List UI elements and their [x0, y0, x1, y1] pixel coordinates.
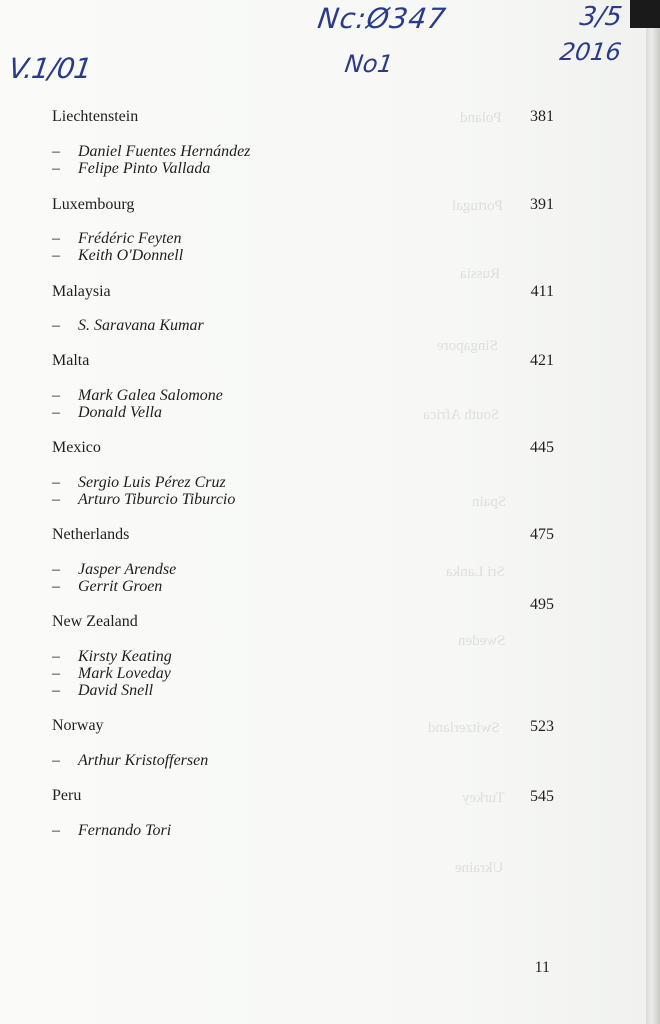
page-edge: [646, 0, 660, 1024]
handwritten-volume-number: No1: [343, 50, 395, 78]
page-footer-number: 11: [534, 959, 550, 976]
bleed-through-line: Russia: [460, 266, 501, 282]
country-heading: Norway: [52, 717, 104, 734]
contributor-name: – S. Saravana Kumar: [52, 317, 204, 334]
page-number: 391: [530, 196, 554, 213]
country-heading: Mexico: [52, 439, 101, 456]
page-number: 381: [530, 108, 554, 125]
bleed-through-line: Switzerland: [428, 720, 500, 736]
country-heading: Malaysia: [52, 283, 111, 300]
contributor-name: – Frédéric Feyten: [52, 230, 182, 247]
bleed-through-line: Sweden: [458, 633, 506, 649]
contributor-name: – Mark Loveday: [52, 665, 171, 682]
page-number: 523: [530, 718, 554, 735]
contributor-name: – Felipe Pinto Vallada: [52, 160, 211, 177]
bleed-through-line: Portugal: [452, 198, 503, 214]
scan-corner: [630, 0, 660, 28]
contributor-name: – Daniel Fuentes Hernández: [52, 143, 251, 160]
page-number: 445: [530, 439, 554, 456]
page-number: 421: [530, 352, 554, 369]
contributor-name: – Keith O'Donnell: [52, 247, 184, 264]
country-heading: Liechtenstein: [52, 108, 139, 125]
page-number: 411: [530, 283, 554, 300]
country-heading: Luxembourg: [52, 196, 135, 213]
bleed-through-line: Spain: [472, 494, 507, 510]
bleed-through-line: Singapore: [437, 338, 498, 354]
contributor-name: – Mark Galea Salomone: [52, 387, 223, 404]
contributor-name: – Arturo Tiburcio Tiburcio: [52, 491, 236, 508]
page-number: 545: [530, 788, 554, 805]
handwritten-year: 2016: [558, 38, 624, 66]
country-heading: Malta: [52, 352, 90, 369]
page-number: 475: [530, 526, 554, 543]
handwritten-fraction: 3/5: [577, 2, 624, 32]
country-heading: Netherlands: [52, 526, 130, 543]
country-heading: Peru: [52, 787, 82, 804]
contributor-name: – Donald Vella: [52, 404, 162, 421]
contributor-name: – Sergio Luis Pérez Cruz: [52, 474, 226, 491]
contributor-name: – Gerrit Groen: [52, 578, 163, 595]
handwritten-volume-ref: V.1/01: [6, 52, 94, 85]
bleed-through-line: Ukraine: [455, 860, 504, 876]
contributor-name: – Fernando Tori: [52, 822, 172, 839]
contributor-name: – David Snell: [52, 682, 154, 699]
contributor-name: – Arthur Kristoffersen: [52, 752, 209, 769]
contributor-name: – Jasper Arendse: [52, 561, 177, 578]
page-number: 495: [530, 596, 554, 613]
contributor-name: – Kirsty Keating: [52, 648, 172, 665]
handwritten-number: Nc:Ø347: [315, 2, 449, 35]
country-heading: New Zealand: [52, 613, 138, 630]
bleed-through-line: Sri Lanka: [446, 564, 505, 580]
bleed-through-line: Poland: [460, 110, 502, 126]
bleed-through-line: Turkey: [462, 790, 505, 806]
bleed-through-line: South Africa: [423, 407, 500, 423]
